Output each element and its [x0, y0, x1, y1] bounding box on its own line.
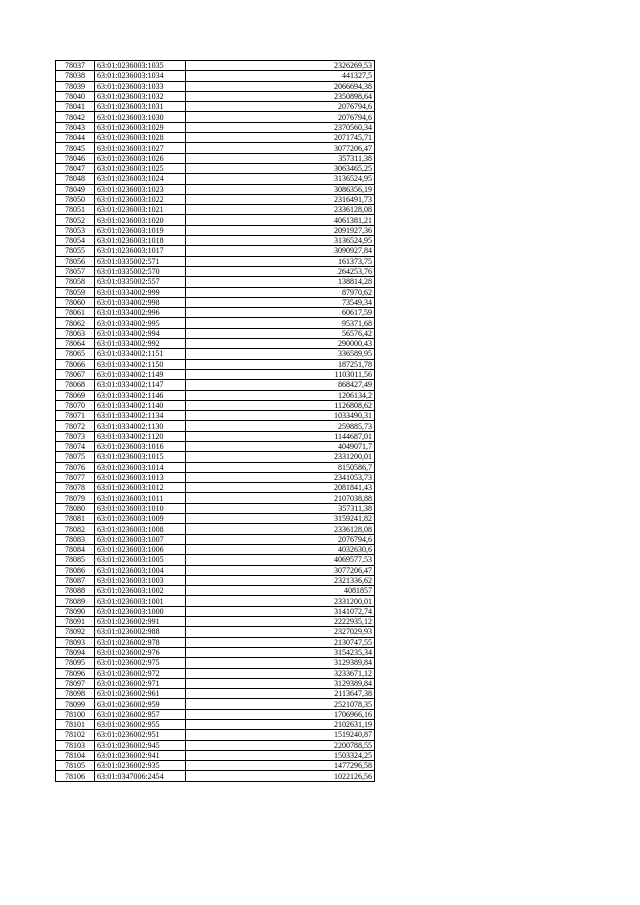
cadastral-value-cell: 2113647,38	[186, 689, 375, 699]
table-row	[56, 133, 375, 143]
row-number-cell: 78039	[56, 81, 95, 91]
table-row	[56, 452, 375, 462]
cadastral-value-cell: 2316491,73	[186, 194, 375, 204]
row-number-cell: 78076	[56, 462, 95, 472]
cadastral-value-cell: 3141072,74	[186, 606, 375, 616]
table-row	[56, 441, 375, 451]
row-number-cell: 78050	[56, 194, 95, 204]
cadastral-value-cell: 4081857	[186, 586, 375, 596]
cadastral-value-cell: 264253,76	[186, 266, 375, 276]
cadastral-value-cell: 2350898,64	[186, 91, 375, 101]
cadastral-number-cell: 63:01:0334002:1130	[95, 421, 186, 431]
cadastral-number-cell: 63:01:0334002:1147	[95, 380, 186, 390]
table-row	[56, 256, 375, 266]
table-row	[56, 163, 375, 173]
cadastral-number-cell: 63:01:0236002:988	[95, 627, 186, 637]
row-number-cell: 78060	[56, 297, 95, 307]
table-row	[56, 555, 375, 565]
cadastral-value-cell: 3086356,19	[186, 184, 375, 194]
table-row	[56, 647, 375, 657]
cadastral-value-cell: 3063465,25	[186, 163, 375, 173]
cadastral-number-cell: 63:01:0334002:998	[95, 297, 186, 307]
cadastral-number-cell: 63:01:0236003:1032	[95, 91, 186, 101]
cadastral-value-cell: 2370560,34	[186, 122, 375, 132]
table-row	[56, 91, 375, 101]
table-row	[56, 349, 375, 359]
row-number-cell: 78052	[56, 215, 95, 225]
cadastral-number-cell: 63:01:0236003:1017	[95, 246, 186, 256]
table-row	[56, 143, 375, 153]
cadastral-number-cell: 63:01:0236003:1028	[95, 133, 186, 143]
cadastral-number-cell: 63:01:0334002:1140	[95, 400, 186, 410]
table-row	[56, 174, 375, 184]
cadastral-value-cell: 3233671,12	[186, 668, 375, 678]
row-number-cell: 78106	[56, 771, 95, 781]
cadastral-number-cell: 63:01:0236003:1007	[95, 534, 186, 544]
table-row	[56, 359, 375, 369]
cadastral-number-cell: 63:01:0236003:1010	[95, 503, 186, 513]
cadastral-number-cell: 63:01:0236003:1031	[95, 102, 186, 112]
table-row	[56, 61, 375, 71]
row-number-cell: 78094	[56, 647, 95, 657]
cadastral-value-cell: 2081841,43	[186, 483, 375, 493]
table-row	[56, 668, 375, 678]
cadastral-value-cell: 56576,42	[186, 328, 375, 338]
table-row	[56, 287, 375, 297]
cadastral-value-cell: 3129389,84	[186, 658, 375, 668]
row-number-cell: 78041	[56, 102, 95, 112]
cadastral-number-cell: 63:01:0334002:994	[95, 328, 186, 338]
cadastral-number-cell: 63:01:0236003:1018	[95, 236, 186, 246]
row-number-cell: 78067	[56, 369, 95, 379]
table-row	[56, 503, 375, 513]
cadastral-number-cell: 63:01:0236003:1011	[95, 493, 186, 503]
cadastral-value-cell: 3136524,95	[186, 236, 375, 246]
table-row	[56, 472, 375, 482]
row-number-cell: 78080	[56, 503, 95, 513]
row-number-cell: 78055	[56, 246, 95, 256]
table-row	[56, 699, 375, 709]
cadastral-value-cell: 3090927,84	[186, 246, 375, 256]
row-number-cell: 78098	[56, 689, 95, 699]
cadastral-number-cell: 63:01:0236002:971	[95, 678, 186, 688]
cadastral-number-cell: 63:01:0236003:1030	[95, 112, 186, 122]
table-row	[56, 215, 375, 225]
row-number-cell: 78091	[56, 617, 95, 627]
table-row	[56, 483, 375, 493]
cadastral-number-cell: 63:01:0236003:1002	[95, 586, 186, 596]
cadastral-number-cell: 63:01:0334002:996	[95, 308, 186, 318]
cadastral-number-cell: 63:01:0236003:1000	[95, 606, 186, 616]
row-number-cell: 78099	[56, 699, 95, 709]
cadastral-number-cell: 63:01:0236002:976	[95, 647, 186, 657]
table-row	[56, 709, 375, 719]
table-row	[56, 750, 375, 760]
row-number-cell: 78105	[56, 761, 95, 771]
cadastral-number-cell: 63:01:0236003:1006	[95, 544, 186, 554]
table-row	[56, 380, 375, 390]
cadastral-number-cell: 63:01:0334002:995	[95, 318, 186, 328]
table-row	[56, 678, 375, 688]
cadastral-number-cell: 63:01:0236003:1027	[95, 143, 186, 153]
row-number-cell: 78063	[56, 328, 95, 338]
cadastral-value-cell: 60617,59	[186, 308, 375, 318]
table-row	[56, 730, 375, 740]
cadastral-number-cell: 63:01:0236003:1005	[95, 555, 186, 565]
cadastral-number-cell: 63:01:0334002:999	[95, 287, 186, 297]
cadastral-number-cell: 63:01:0236003:1033	[95, 81, 186, 91]
cadastral-number-cell: 63:01:0236002:972	[95, 668, 186, 678]
cadastral-value-table	[55, 60, 375, 782]
row-number-cell: 78104	[56, 750, 95, 760]
cadastral-number-cell: 63:01:0236003:1009	[95, 514, 186, 524]
table-row	[56, 544, 375, 554]
cadastral-value-cell: 2107038,88	[186, 493, 375, 503]
cadastral-number-cell: 63:01:0347006:2454	[95, 771, 186, 781]
cadastral-number-cell: 63:01:0236002:941	[95, 750, 186, 760]
row-number-cell: 78070	[56, 400, 95, 410]
cadastral-value-cell: 1519240,87	[186, 730, 375, 740]
table-row	[56, 205, 375, 215]
cadastral-number-cell: 63:01:0236003:1004	[95, 565, 186, 575]
cadastral-value-cell: 138814,28	[186, 277, 375, 287]
row-number-cell: 78037	[56, 61, 95, 71]
cadastral-value-cell: 187251,78	[186, 359, 375, 369]
row-number-cell: 78101	[56, 720, 95, 730]
table-row	[56, 658, 375, 668]
table-row	[56, 586, 375, 596]
cadastral-number-cell: 63:01:0236003:1008	[95, 524, 186, 534]
cadastral-value-cell: 2327029,93	[186, 627, 375, 637]
cadastral-number-cell: 63:01:0335002:557	[95, 277, 186, 287]
table-row	[56, 194, 375, 204]
row-number-cell: 78046	[56, 153, 95, 163]
table-body	[56, 61, 375, 782]
row-number-cell: 78073	[56, 431, 95, 441]
cadastral-number-cell: 63:01:0236003:1025	[95, 163, 186, 173]
row-number-cell: 78075	[56, 452, 95, 462]
cadastral-value-cell: 2222935,12	[186, 617, 375, 627]
cadastral-number-cell: 63:01:0236003:1023	[95, 184, 186, 194]
cadastral-value-cell: 1503324,25	[186, 750, 375, 760]
table-row	[56, 225, 375, 235]
row-number-cell: 78078	[56, 483, 95, 493]
table-row	[56, 462, 375, 472]
row-number-cell: 78077	[56, 472, 95, 482]
cadastral-value-cell: 1206134,2	[186, 390, 375, 400]
row-number-cell: 78049	[56, 184, 95, 194]
table-row	[56, 761, 375, 771]
row-number-cell: 78079	[56, 493, 95, 503]
cadastral-value-cell: 2341053,73	[186, 472, 375, 482]
cadastral-number-cell: 63:01:0236003:1013	[95, 472, 186, 482]
cadastral-value-cell: 336589,95	[186, 349, 375, 359]
cadastral-number-cell: 63:01:0236003:1029	[95, 122, 186, 132]
cadastral-value-cell: 290000,43	[186, 339, 375, 349]
cadastral-number-cell: 63:01:0236002:935	[95, 761, 186, 771]
cadastral-value-cell: 2331200,01	[186, 452, 375, 462]
row-number-cell: 78086	[56, 565, 95, 575]
cadastral-value-cell: 2130747,55	[186, 637, 375, 647]
table-row	[56, 431, 375, 441]
table-row	[56, 514, 375, 524]
cadastral-value-cell: 3136524,95	[186, 174, 375, 184]
cadastral-value-cell: 259885,73	[186, 421, 375, 431]
cadastral-value-cell: 1022126,56	[186, 771, 375, 781]
cadastral-number-cell: 63:01:0236003:1021	[95, 205, 186, 215]
row-number-cell: 78092	[56, 627, 95, 637]
cadastral-value-cell: 2326269,53	[186, 61, 375, 71]
row-number-cell: 78056	[56, 256, 95, 266]
row-number-cell: 78053	[56, 225, 95, 235]
row-number-cell: 78100	[56, 709, 95, 719]
table-row	[56, 246, 375, 256]
cadastral-value-cell: 1103011,56	[186, 369, 375, 379]
cadastral-value-cell: 161373,75	[186, 256, 375, 266]
table-row	[56, 102, 375, 112]
row-number-cell: 78090	[56, 606, 95, 616]
cadastral-value-cell: 87970,62	[186, 287, 375, 297]
row-number-cell: 78097	[56, 678, 95, 688]
cadastral-value-cell: 1706966,16	[186, 709, 375, 719]
cadastral-number-cell: 63:01:0334002:1134	[95, 411, 186, 421]
cadastral-number-cell: 63:01:0236002:959	[95, 699, 186, 709]
row-number-cell: 78084	[56, 544, 95, 554]
table-row	[56, 339, 375, 349]
cadastral-number-cell: 63:01:0236003:1003	[95, 575, 186, 585]
table-row	[56, 81, 375, 91]
cadastral-value-cell: 2076794,6	[186, 112, 375, 122]
table-row	[56, 565, 375, 575]
cadastral-number-cell: 63:01:0236003:1024	[95, 174, 186, 184]
cadastral-number-cell: 63:01:0236003:1022	[95, 194, 186, 204]
row-number-cell: 78064	[56, 339, 95, 349]
cadastral-value-cell: 357311,38	[186, 503, 375, 513]
table-row	[56, 689, 375, 699]
cadastral-value-cell: 3129389,84	[186, 678, 375, 688]
row-number-cell: 78103	[56, 740, 95, 750]
cadastral-number-cell: 63:01:0236002:975	[95, 658, 186, 668]
row-number-cell: 78088	[56, 586, 95, 596]
row-number-cell: 78093	[56, 637, 95, 647]
row-number-cell: 78074	[56, 441, 95, 451]
row-number-cell: 78069	[56, 390, 95, 400]
cadastral-value-cell: 3159241,82	[186, 514, 375, 524]
row-number-cell: 78040	[56, 91, 95, 101]
cadastral-value-cell: 1033490,31	[186, 411, 375, 421]
table-row	[56, 493, 375, 503]
table-row	[56, 112, 375, 122]
cadastral-value-cell: 2102631,19	[186, 720, 375, 730]
cadastral-value-cell: 1477296,58	[186, 761, 375, 771]
table-row	[56, 236, 375, 246]
cadastral-value-cell: 4049071,7	[186, 441, 375, 451]
cadastral-number-cell: 63:01:0236002:945	[95, 740, 186, 750]
row-number-cell: 78095	[56, 658, 95, 668]
cadastral-value-cell: 441327,5	[186, 71, 375, 81]
cadastral-value-cell: 73549,34	[186, 297, 375, 307]
cadastral-number-cell: 63:01:0236003:1001	[95, 596, 186, 606]
cadastral-value-cell: 2071745,71	[186, 133, 375, 143]
cadastral-number-cell: 63:01:0236003:1014	[95, 462, 186, 472]
row-number-cell: 78057	[56, 266, 95, 276]
table-row	[56, 184, 375, 194]
row-number-cell: 78059	[56, 287, 95, 297]
cadastral-number-cell: 63:01:0334002:1150	[95, 359, 186, 369]
table-row	[56, 369, 375, 379]
table-row	[56, 524, 375, 534]
row-number-cell: 78038	[56, 71, 95, 81]
cadastral-number-cell: 63:01:0236002:951	[95, 730, 186, 740]
table-row	[56, 318, 375, 328]
row-number-cell: 78047	[56, 163, 95, 173]
cadastral-number-cell: 63:01:0334002:1146	[95, 390, 186, 400]
row-number-cell: 78066	[56, 359, 95, 369]
row-number-cell: 78043	[56, 122, 95, 132]
cadastral-value-cell: 2066694,38	[186, 81, 375, 91]
cadastral-number-cell: 63:01:0236003:1015	[95, 452, 186, 462]
table-row	[56, 627, 375, 637]
table-row	[56, 153, 375, 163]
row-number-cell: 78062	[56, 318, 95, 328]
cadastral-number-cell: 63:01:0236002:991	[95, 617, 186, 627]
table-row	[56, 71, 375, 81]
cadastral-value-cell: 8150586,7	[186, 462, 375, 472]
cadastral-value-cell: 1126808,62	[186, 400, 375, 410]
cadastral-number-cell: 63:01:0236002:978	[95, 637, 186, 647]
cadastral-value-cell: 2091927,36	[186, 225, 375, 235]
row-number-cell: 78071	[56, 411, 95, 421]
table-row	[56, 606, 375, 616]
table-row	[56, 297, 375, 307]
cadastral-value-cell: 4061381,21	[186, 215, 375, 225]
cadastral-number-cell: 63:01:0334002:1120	[95, 431, 186, 441]
row-number-cell: 78058	[56, 277, 95, 287]
row-number-cell: 78082	[56, 524, 95, 534]
cadastral-value-cell: 2200788,55	[186, 740, 375, 750]
row-number-cell: 78042	[56, 112, 95, 122]
cadastral-number-cell: 63:01:0236002:961	[95, 689, 186, 699]
cadastral-number-cell: 63:01:0236003:1034	[95, 71, 186, 81]
row-number-cell: 78045	[56, 143, 95, 153]
row-number-cell: 78102	[56, 730, 95, 740]
cadastral-number-cell: 63:01:0236002:955	[95, 720, 186, 730]
cadastral-number-cell: 63:01:0236002:957	[95, 709, 186, 719]
table-row	[56, 740, 375, 750]
cadastral-number-cell: 63:01:0236003:1019	[95, 225, 186, 235]
row-number-cell: 78081	[56, 514, 95, 524]
cadastral-value-cell: 2331200,01	[186, 596, 375, 606]
cadastral-number-cell: 63:01:0236003:1020	[95, 215, 186, 225]
row-number-cell: 78087	[56, 575, 95, 585]
table-row	[56, 771, 375, 781]
cadastral-value-cell: 3077206,47	[186, 143, 375, 153]
cadastral-number-cell: 63:01:0236003:1016	[95, 441, 186, 451]
row-number-cell: 78068	[56, 380, 95, 390]
table-row	[56, 575, 375, 585]
table-row	[56, 637, 375, 647]
cadastral-value-cell: 4069577,53	[186, 555, 375, 565]
cadastral-number-cell: 63:01:0335002:570	[95, 266, 186, 276]
table-row	[56, 328, 375, 338]
table-row	[56, 421, 375, 431]
table-row	[56, 534, 375, 544]
table-row	[56, 720, 375, 730]
row-number-cell: 78085	[56, 555, 95, 565]
row-number-cell: 78051	[56, 205, 95, 215]
table-row	[56, 596, 375, 606]
cadastral-number-cell: 63:01:0335002:571	[95, 256, 186, 266]
cadastral-value-cell: 357311,38	[186, 153, 375, 163]
row-number-cell: 78089	[56, 596, 95, 606]
cadastral-number-cell: 63:01:0334002:992	[95, 339, 186, 349]
cadastral-value-cell: 2336128,08	[186, 524, 375, 534]
cadastral-value-cell: 868427,49	[186, 380, 375, 390]
cadastral-value-cell: 4032630,6	[186, 544, 375, 554]
cadastral-value-cell: 3077206,47	[186, 565, 375, 575]
row-number-cell: 78061	[56, 308, 95, 318]
cadastral-number-cell: 63:01:0334002:1151	[95, 349, 186, 359]
table-row	[56, 390, 375, 400]
cadastral-value-cell: 2521078,35	[186, 699, 375, 709]
cadastral-value-cell: 3154235,34	[186, 647, 375, 657]
table-row	[56, 277, 375, 287]
table-row	[56, 400, 375, 410]
cadastral-value-cell: 2076794,6	[186, 102, 375, 112]
cadastral-value-cell: 2321336,62	[186, 575, 375, 585]
table-row	[56, 617, 375, 627]
table-row	[56, 308, 375, 318]
row-number-cell: 78048	[56, 174, 95, 184]
table-row	[56, 122, 375, 132]
cadastral-number-cell: 63:01:0334002:1149	[95, 369, 186, 379]
table-row	[56, 411, 375, 421]
cadastral-number-cell: 63:01:0236003:1035	[95, 61, 186, 71]
row-number-cell: 78083	[56, 534, 95, 544]
row-number-cell: 78065	[56, 349, 95, 359]
cadastral-value-cell: 95371,68	[186, 318, 375, 328]
cadastral-value-cell: 2336128,08	[186, 205, 375, 215]
row-number-cell: 78072	[56, 421, 95, 431]
cadastral-number-cell: 63:01:0236003:1026	[95, 153, 186, 163]
cadastral-value-cell: 2076794,6	[186, 534, 375, 544]
row-number-cell: 78044	[56, 133, 95, 143]
table-row	[56, 266, 375, 276]
cadastral-value-cell: 1144687,01	[186, 431, 375, 441]
row-number-cell: 78054	[56, 236, 95, 246]
row-number-cell: 78096	[56, 668, 95, 678]
cadastral-number-cell: 63:01:0236003:1012	[95, 483, 186, 493]
